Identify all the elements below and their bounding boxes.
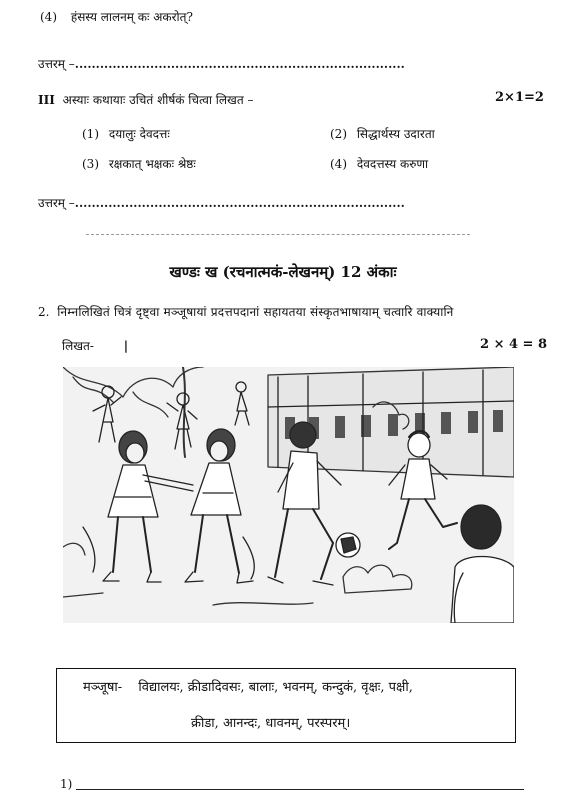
two-girls-spinning <box>83 429 254 583</box>
option-1 <box>82 125 170 142</box>
word-box-label: मञ्जूषा- <box>83 680 123 695</box>
question-2 <box>38 303 454 320</box>
section-3-number: III <box>38 93 55 107</box>
option-4 <box>330 155 428 172</box>
answer-writing-line[interactable] <box>76 789 524 790</box>
answer-dots: ............................................................................... <box>74 57 405 71</box>
boy-foreground <box>451 505 514 623</box>
answer-line-2 <box>38 194 405 211</box>
section-heading: खण्डः ख (रचनात्मकं-लेखनम्) 12 अंकाः <box>169 263 397 281</box>
question-2-number: 2. <box>38 305 50 319</box>
option-number: (2) <box>330 127 347 141</box>
word-box-line-1 <box>83 677 413 695</box>
option-text: देवदत्तस्य करुणा <box>356 157 429 171</box>
word-box-words-2: क्रीडा, आनन्दः, धावनम्, परस्परम्। <box>191 716 351 731</box>
question-2-bar: | <box>123 339 129 353</box>
question-2-marks: 2 × 4 = 8 <box>480 337 548 352</box>
question-2-continuation <box>62 337 128 354</box>
section-3-marks: 2×1=2 <box>495 90 544 105</box>
option-text: सिद्धार्थस्य उदारता <box>356 127 435 141</box>
option-2 <box>330 125 435 142</box>
word-box-words-1: विद्यालयः, क्रीडादिवसः, बालाः, भवनम्, कन्दुकं, वृक्षः, पक्षी, <box>138 680 413 695</box>
question-2-text2: लिखत- <box>62 339 94 353</box>
answer-line-1 <box>38 55 405 72</box>
section-divider <box>86 234 470 235</box>
option-text: रक्षकात् भक्षकः श्रेष्ठः <box>108 157 196 171</box>
question-4 <box>40 8 193 25</box>
question-4-number: (4) <box>40 10 57 24</box>
section-3-prompt <box>38 91 254 108</box>
option-number: (1) <box>82 127 99 141</box>
answer-line-number: 1) <box>60 777 73 791</box>
section-3-text: अस्याः कथायाः उचितं शीर्षकं चित्वा लिखत – <box>62 93 254 107</box>
football-icon <box>336 533 360 557</box>
answer-label: उत्तरम् – <box>38 196 75 210</box>
answer-label: उत्तरम् – <box>38 57 75 71</box>
question-2-text: निम्नलिखितं चित्रं दृष्ट्वा मञ्जूषायां प्रदत्तपदानां सहायतया संस्कृतभाषायाम् चत्वारि वाक्यानि <box>57 305 454 319</box>
word-box <box>56 668 516 743</box>
playground-illustration <box>63 367 514 623</box>
option-number: (3) <box>82 157 99 171</box>
option-number: (4) <box>330 157 347 171</box>
answer-dots: ............................................................................... <box>74 196 405 210</box>
question-4-text: हंसस्य लालनम् कः अकरोत्? <box>70 10 193 24</box>
option-3 <box>82 155 196 172</box>
option-text: दयालुः देवदत्तः <box>108 127 170 141</box>
